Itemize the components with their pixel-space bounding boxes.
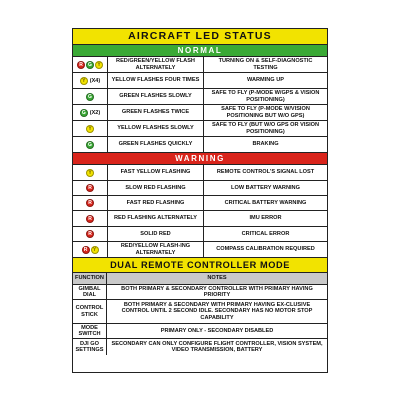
yellow-led-icon: Y (91, 246, 99, 254)
warning-status-row (73, 165, 327, 181)
card-title: AIRCRAFT LED STATUS (73, 29, 327, 45)
red-led-icon: R (86, 199, 94, 207)
yellow-led-icon: Y (95, 61, 103, 69)
normal-rows (73, 57, 327, 153)
led-pattern: RED/GREEN/YELLOW FLASH ALTERNATELY (108, 57, 204, 72)
led-icons (73, 89, 108, 104)
warning-status-row (73, 242, 327, 258)
led-pattern: GREEN FLASHES TWICE (108, 105, 204, 120)
led-icons (73, 137, 108, 152)
led-meaning: SAFE TO FLY (P-MODE W/VISION POSITIONING BUT W/O GPS) (221, 106, 310, 119)
normal-status-row (73, 137, 327, 153)
green-led-icon: G (86, 61, 94, 69)
led-pattern: FAST RED FLASHING (108, 196, 204, 210)
dual-rows (73, 285, 327, 372)
warning-status-row (73, 196, 327, 211)
led-icons (73, 73, 108, 88)
function-notes: BOTH PRIMARY & SECONDARY WITH PRIMARY HAVING EX-CLUSIVE CONTROL UNTIL 2 SECOND IDLE. SECONDARY HAS NO MOTOR STOP CAPABILITY (121, 301, 313, 321)
led-pattern: SLOW RED FLASHING (108, 181, 204, 195)
led-meaning: BRAKING (252, 141, 279, 148)
function-name: DJI GO SETTINGS (73, 339, 107, 355)
function-name: CONTROL STICK (73, 300, 107, 323)
led-icons (73, 227, 108, 241)
led-meaning: COMPASS CALIBRATION REQUIRED (216, 246, 315, 253)
normal-status-row (73, 121, 327, 137)
led-icons (73, 242, 108, 257)
led-icons (73, 211, 108, 226)
normal-status-row (73, 57, 327, 73)
led-pattern: YELLOW FLASHES FOUR TIMES (108, 73, 204, 88)
normal-status-row (73, 73, 327, 89)
led-meaning: TURNING ON & SELF-DIAGNOSTIC TESTING (218, 58, 313, 71)
normal-status-row (73, 89, 327, 105)
function-notes: SECONDARY CAN ONLY CONFIGURE FLIGHT CONTROLLER, VISION SYSTEM, VIDEO TRANSMISSION, BATTERY (111, 340, 323, 353)
warning-section-heading: WARNING (73, 153, 327, 165)
led-pattern: YELLOW FLASHES SLOWLY (108, 121, 204, 136)
led-pattern: GREEN FLASHES QUICKLY (108, 137, 204, 152)
led-meaning: SAFE TO FLY (P-MODE W/GPS & VISION POSITIONING) (211, 90, 320, 103)
dual-mode-row (73, 339, 327, 355)
led-icons (73, 57, 108, 72)
green-led-icon: G (86, 93, 94, 101)
dual-mode-row (73, 285, 327, 300)
dual-table-header (73, 273, 327, 285)
led-meaning: LOW BATTERY WARNING (231, 184, 300, 191)
warning-status-row (73, 227, 327, 242)
warning-status-row (73, 211, 327, 227)
function-name: GIMBAL DIAL (73, 285, 107, 299)
function-column-header: FUNCTION (73, 273, 107, 284)
led-meaning: CRITICAL BATTERY WARNING (224, 199, 307, 206)
yellow-led-icon: Y (80, 77, 88, 85)
function-notes: PRIMARY ONLY - SECONDARY DISABLED (160, 327, 274, 334)
normal-section-heading: NORMAL (73, 45, 327, 57)
led-meaning: WARMING UP (247, 77, 284, 84)
led-meaning: CRITICAL ERROR (241, 230, 290, 237)
normal-status-row (73, 105, 327, 121)
led-icons (73, 105, 108, 120)
flash-count: (X2) (89, 109, 101, 116)
dual-mode-heading: DUAL REMOTE CONTROLLER MODE (73, 258, 327, 273)
led-icons (73, 165, 108, 180)
led-pattern: RED/YELLOW FLASH-ING ALTERNATELY (108, 242, 204, 257)
yellow-led-icon: Y (86, 169, 94, 177)
led-meaning: SAFE TO FLY (BUT W/O GPS OR VISION POSITIONING) (211, 122, 320, 135)
function-name: MODE SWITCH (73, 324, 107, 338)
red-led-icon: R (77, 61, 85, 69)
red-led-icon: R (86, 215, 94, 223)
led-pattern: FAST YELLOW FLASHING (108, 165, 204, 180)
dual-mode-row (73, 324, 327, 339)
red-led-icon: R (86, 230, 94, 238)
green-led-icon: G (80, 109, 88, 117)
red-led-icon: R (82, 246, 90, 254)
led-meaning: IMU ERROR (249, 215, 282, 222)
function-notes: BOTH PRIMARY & SECONDARY CONTROLLER WITH PRIMARY HAVING PRIORITY (121, 285, 313, 298)
led-icons (73, 121, 108, 136)
dual-mode-row (73, 300, 327, 324)
led-meaning: REMOTE CONTROL'S SIGNAL LOST (216, 169, 315, 176)
led-icons (73, 196, 108, 210)
flash-count: (X4) (89, 77, 101, 84)
led-pattern: GREEN FLASHES SLOWLY (108, 89, 204, 104)
led-status-card (72, 28, 328, 373)
led-icons (73, 181, 108, 195)
led-pattern: SOLID RED (108, 227, 204, 241)
notes-column-header: NOTES (207, 275, 227, 282)
red-led-icon: R (86, 184, 94, 192)
warning-rows (73, 165, 327, 258)
led-pattern: RED FLASHING ALTERNATELY (108, 211, 204, 226)
green-led-icon: G (86, 141, 94, 149)
warning-status-row (73, 181, 327, 196)
yellow-led-icon: Y (86, 125, 94, 133)
